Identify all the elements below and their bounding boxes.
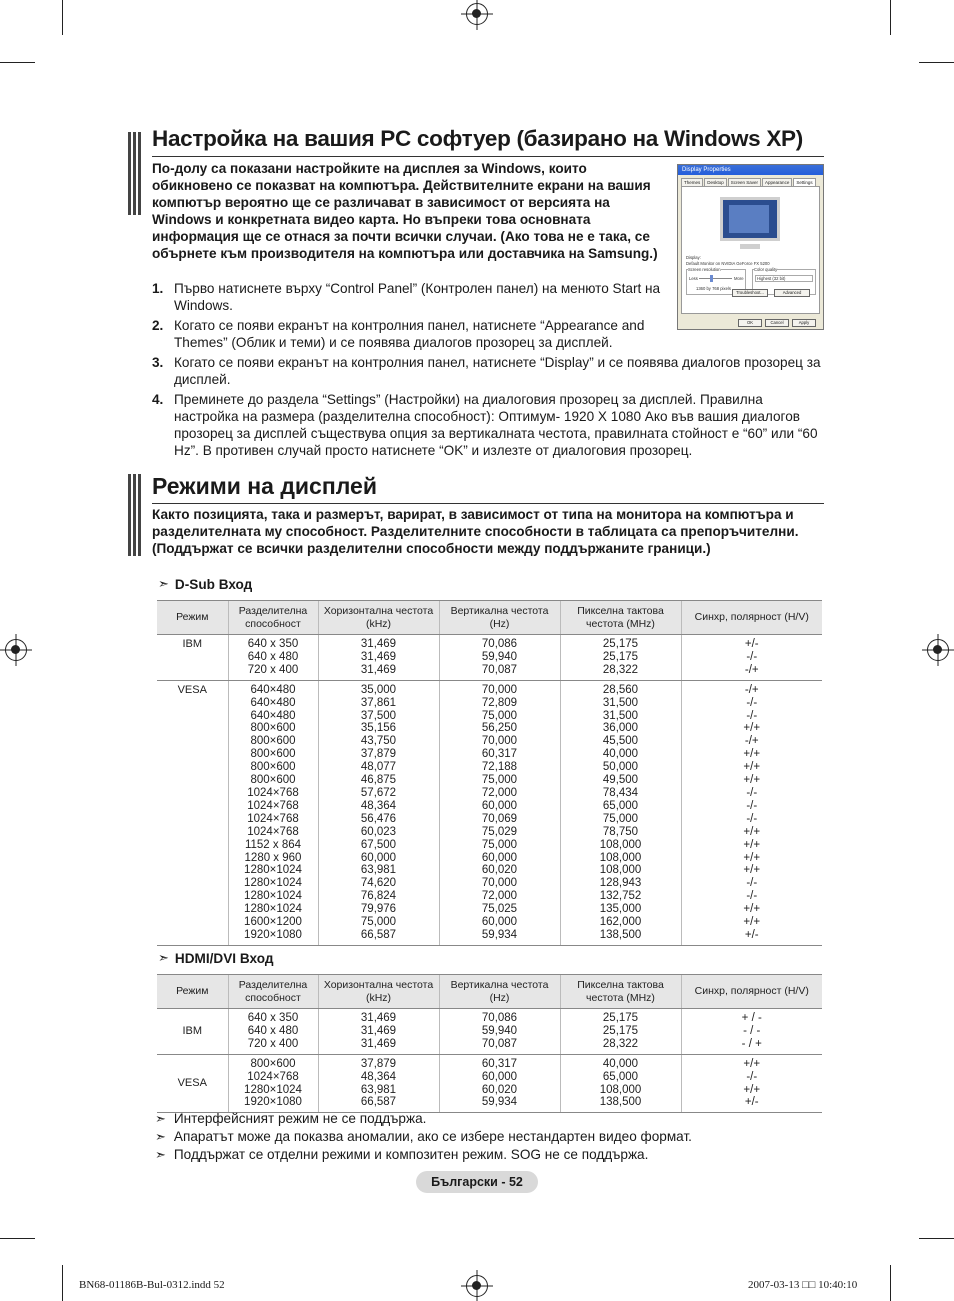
arrow-icon: ➣ bbox=[158, 576, 169, 591]
cancel-button: Cancel bbox=[765, 319, 789, 327]
registration-mark-icon bbox=[5, 639, 27, 661]
step-item bbox=[152, 317, 672, 351]
section-rule bbox=[152, 503, 824, 504]
resolution-cell: 640×480 640×480 640×480 800×600 800×600 800×600 800×600 800×600 1024×768 1024×768 1024×768 1024×768 1152 x 864 1280 x 960 1280×1024 1280×1024 1280×1024 1280×1024 1600×1200 1920×1080 bbox=[228, 680, 318, 945]
col-header-polarity: Синхр, полярност (H/V) bbox=[681, 601, 822, 635]
resolution-cell: 800×600 1024×768 1280×1024 1920×1080 bbox=[228, 1054, 318, 1113]
hfreq-cell: 35,000 37,861 37,500 35,156 43,750 37,879 48,077 46,875 57,672 48,364 56,476 60,023 67,500 60,000 63,981 74,620 76,824 79,976 75,000 66,587 bbox=[318, 680, 439, 945]
resolution-cell: 640 x 350 640 x 480 720 x 400 bbox=[228, 635, 318, 681]
dsub-table bbox=[157, 600, 822, 946]
polarity-cell: -/+ -/- -/- +/+ -/+ +/+ +/+ +/+ -/- -/- -/- +/+ +/+ +/+ +/+ -/- -/- +/+ +/+ +/- bbox=[681, 680, 822, 945]
col-header-vfreq: Вертикална честота (Hz) bbox=[439, 975, 560, 1009]
col-header-hfreq: Хоризонтална честота (kHz) bbox=[318, 601, 439, 635]
note-text: Апаратът може да показва аномалии, ако се избере нестандартен видео формат. bbox=[173, 1129, 692, 1144]
less-label: Less bbox=[689, 276, 698, 281]
polarity-cell: +/- -/- -/+ bbox=[681, 635, 822, 681]
mode-cell: IBM bbox=[157, 635, 228, 681]
vfreq-cell: 70,086 59,940 70,087 bbox=[439, 635, 560, 681]
crop-mark bbox=[62, 0, 63, 35]
section-rule bbox=[152, 156, 824, 157]
table-row bbox=[157, 635, 822, 681]
monitor-stand bbox=[740, 244, 760, 249]
notes-list bbox=[155, 1110, 692, 1164]
col-header-vfreq: Вертикална честота (Hz) bbox=[439, 601, 560, 635]
step-text: Когато се появи екранът на контролния панел, натиснете “Appearance and Themes” (Облик и теми) и се появява диалогов прозорец за дисплей. bbox=[174, 318, 645, 350]
monitor-icon bbox=[720, 197, 780, 241]
advanced-button: Advanced bbox=[774, 289, 810, 297]
polarity-cell: +/+ -/- +/+ +/- bbox=[681, 1054, 822, 1113]
dialog-tabs bbox=[678, 175, 823, 186]
hfreq-cell: 37,879 48,364 63,981 66,587 bbox=[318, 1054, 439, 1113]
polarity-cell: + / - - / - - / + bbox=[681, 1009, 822, 1055]
vfreq-cell: 70,000 72,809 75,000 56,250 70,000 60,317 72,188 75,000 72,000 60,000 70,069 75,029 75,000 60,000 60,020 70,000 72,000 75,025 60,000 59,934 bbox=[439, 680, 560, 945]
hdmi-heading bbox=[158, 950, 273, 966]
step-text: Преминете до раздела “Settings” (Настройки) на диалоговия прозорец за дисплей. Правилна настройка на размера (разделителна способност): Оптимум- 1920 X 1080 Ако във вашия диалогов прозорец за дисплей съществува опция за вертикалната честота, правилната стойност е “60” или “60 Hz”. В противен случай просто натиснете “OK” и излезте от диалоговия прозорец. bbox=[174, 392, 818, 458]
registration-mark-icon bbox=[466, 1275, 488, 1297]
dsub-heading bbox=[158, 576, 252, 592]
table-row bbox=[157, 1054, 822, 1113]
resolution-label: Screen resolution bbox=[688, 267, 721, 272]
table-header-row bbox=[157, 601, 822, 635]
vfreq-cell: 70,086 59,940 70,087 bbox=[439, 1009, 560, 1055]
dialog-tab: Desktop bbox=[704, 178, 727, 186]
crop-mark bbox=[890, 1265, 891, 1301]
col-header-resolution: Разделителна способност bbox=[228, 975, 318, 1009]
crop-mark bbox=[0, 62, 35, 63]
display-properties-screenshot bbox=[677, 164, 824, 330]
step-text: Когато се появи екранът на контролния панел, натиснете “Display” и се появява диалогов прозорец за дисплей. bbox=[174, 355, 821, 387]
table-row bbox=[157, 1009, 822, 1055]
crop-mark bbox=[62, 1265, 63, 1301]
hdmi-heading-text: HDMI/DVI Вход bbox=[174, 950, 274, 966]
dialog-title: Display Properties bbox=[678, 165, 823, 175]
dialog-body bbox=[681, 186, 820, 314]
note-item bbox=[155, 1146, 692, 1164]
section-intro: По-долу са показани настройките на дисплея за Windows, които обикновено се показват на компютъра. Действителните екрани на вашия компютър вероятно ще се различават в зависимост от версията на Windows и конкретната видео карта. Но въпреки това основната информация ще се отнася за почти всички случаи. (Ако това не е така, се обърнете към производителя на компютъра или доставчика на Samsung.) bbox=[152, 161, 658, 261]
quality-value: Highest (32 bit) bbox=[757, 276, 786, 281]
step-number: 3. bbox=[152, 355, 164, 370]
note-text: Поддържат се отделни режими и композитен режим. SOG не се поддържа. bbox=[173, 1147, 649, 1162]
section-intro: Както позицията, така и размерът, варират, в зависимост от типа на монитора на компютъра и разделителната му способност. Разделителните способности в таблицата са препоръчителни. (Поддържат се всички разделителни способности между поддържаните граници.) bbox=[152, 507, 799, 556]
note-item bbox=[155, 1128, 692, 1146]
section-title: Настройка на вашия PC софтуер (базирано на Windows XP) bbox=[152, 126, 803, 151]
dialog-tab-settings: Settings bbox=[793, 178, 815, 186]
crop-mark bbox=[890, 0, 891, 35]
clock-cell: 28,560 31,500 31,500 36,000 45,500 40,000 50,000 49,500 78,434 65,000 75,000 78,750 108,000 108,000 108,000 128,943 132,752 135,000 162,000 138,500 bbox=[560, 680, 681, 945]
resolution-slider bbox=[699, 278, 732, 279]
arrow-icon: ➣ bbox=[155, 1147, 166, 1162]
step-number: 4. bbox=[152, 392, 164, 407]
col-header-clock: Пикселна тактова честота (MHz) bbox=[560, 975, 681, 1009]
hfreq-cell: 31,469 31,469 31,469 bbox=[318, 1009, 439, 1055]
clock-cell: 25,175 25,175 28,322 bbox=[560, 1009, 681, 1055]
mode-cell: VESA bbox=[157, 1054, 228, 1113]
step-number: 2. bbox=[152, 318, 164, 333]
mode-cell: VESA bbox=[157, 680, 228, 945]
dialog-tab: Appearance bbox=[762, 178, 792, 186]
crop-mark bbox=[919, 1238, 954, 1239]
note-item bbox=[155, 1110, 692, 1128]
registration-mark-icon bbox=[466, 3, 488, 25]
step-item bbox=[152, 280, 672, 314]
step-text: Първо натиснете върху “Control Panel” (Контролен панел) на менюто Start на Windows. bbox=[174, 281, 661, 313]
crop-mark bbox=[0, 1238, 35, 1239]
hdmi-table bbox=[157, 974, 822, 1113]
col-header-hfreq: Хоризонтална честота (kHz) bbox=[318, 975, 439, 1009]
hfreq-cell: 31,469 31,469 31,469 bbox=[318, 635, 439, 681]
quality-label: Color quality bbox=[754, 267, 778, 272]
vfreq-cell: 60,317 60,000 60,020 59,934 bbox=[439, 1054, 560, 1113]
display-label: Display: bbox=[686, 255, 701, 260]
display-value: Default Monitor on NVIDIA GeForce FX 5200 bbox=[686, 261, 770, 266]
resolution-value: 1360 by 768 pixels bbox=[696, 286, 731, 291]
clock-cell: 25,175 25,175 28,322 bbox=[560, 635, 681, 681]
slider-thumb bbox=[710, 275, 713, 282]
col-header-mode: Режим bbox=[157, 601, 228, 635]
table-row bbox=[157, 680, 822, 945]
arrow-icon: ➣ bbox=[155, 1129, 166, 1144]
ok-button: OK bbox=[738, 319, 762, 327]
col-header-polarity: Синхр, полярност (H/V) bbox=[681, 975, 822, 1009]
mode-cell: IBM bbox=[157, 1009, 228, 1055]
step-number: 1. bbox=[152, 281, 164, 296]
more-label: More bbox=[734, 276, 744, 281]
col-header-clock: Пикселна тактова честота (MHz) bbox=[560, 601, 681, 635]
dialog-tab: Themes bbox=[681, 178, 703, 186]
footer-file: BN68-01186B-Bul-0312.indd 52 bbox=[79, 1279, 225, 1291]
resolution-cell: 640 x 350 640 x 480 720 x 400 bbox=[228, 1009, 318, 1055]
arrow-icon: ➣ bbox=[158, 950, 169, 965]
clock-cell: 40,000 65,000 108,000 138,500 bbox=[560, 1054, 681, 1113]
col-header-mode: Режим bbox=[157, 975, 228, 1009]
registration-mark-icon bbox=[927, 639, 949, 661]
page-number-badge: Български - 52 bbox=[416, 1171, 538, 1193]
col-header-resolution: Разделителна способност bbox=[228, 601, 318, 635]
section-marker bbox=[128, 132, 143, 215]
step-item bbox=[152, 391, 822, 459]
apply-button: Apply bbox=[792, 319, 816, 327]
note-text: Интерфейсният режим не се поддържа. bbox=[173, 1111, 427, 1126]
table-header-row bbox=[157, 975, 822, 1009]
dialog-tab: Screen Saver bbox=[728, 178, 761, 186]
step-item bbox=[152, 354, 822, 388]
section-marker bbox=[128, 474, 143, 556]
footer-date: 2007-03-13 □□ 10:40:10 bbox=[748, 1279, 858, 1291]
section-title: Режими на дисплей bbox=[152, 473, 377, 499]
dsub-heading-text: D-Sub Вход bbox=[174, 576, 253, 592]
arrow-icon: ➣ bbox=[155, 1111, 166, 1126]
crop-mark bbox=[919, 62, 954, 63]
troubleshoot-button: Troubleshoot... bbox=[732, 289, 768, 297]
